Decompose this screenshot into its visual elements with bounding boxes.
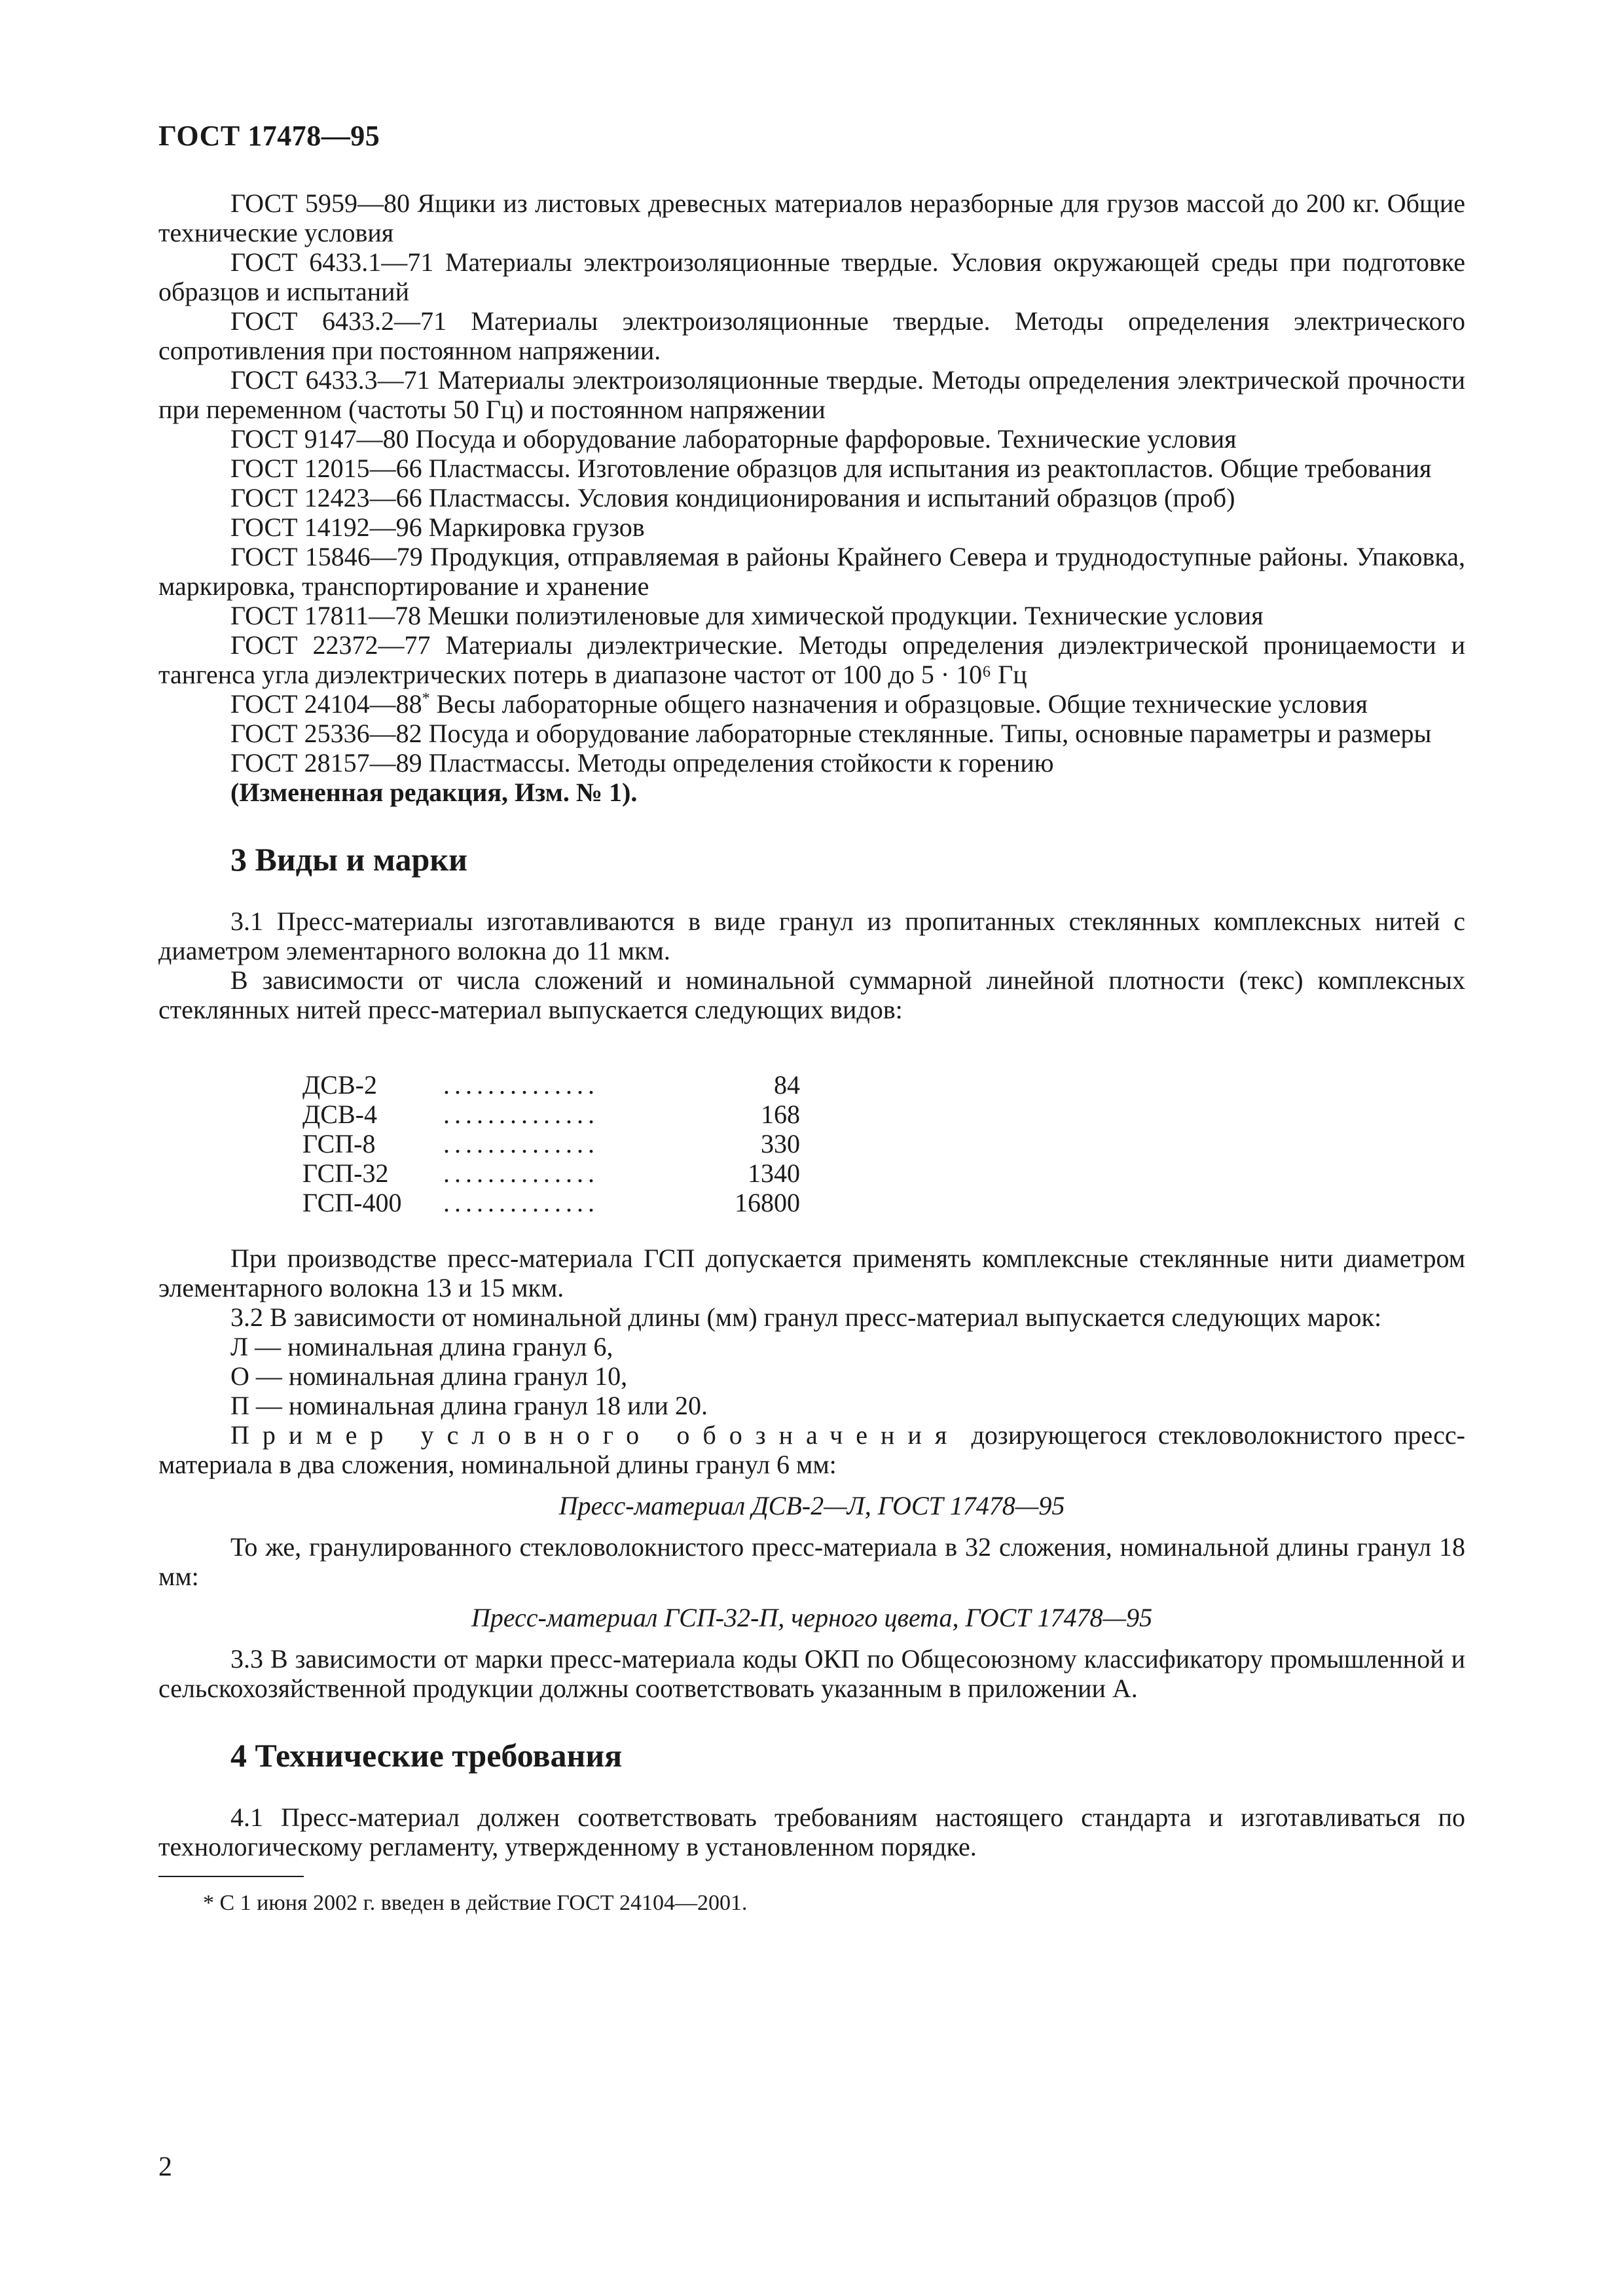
grade-row	[302, 1070, 800, 1100]
grade-row	[302, 1100, 800, 1129]
paragraph-3-1: 3.1 Пресс-материалы изготавливаются в виде гранул из пропитанных стеклянных комплексных нитей с диаметром элементарного волокна до 11 мкм.	[158, 906, 1465, 965]
paragraph-same: То же, гранулированного стекловолокнистого пресс-материала в 32 сложения, номинальной длины гранул 18 мм:	[158, 1532, 1465, 1591]
grade-value: 84	[774, 1070, 800, 1100]
grade-name: ДСВ-4	[302, 1100, 377, 1129]
grade-name: ГСП-32	[302, 1158, 389, 1188]
grade-value: 1340	[748, 1158, 800, 1188]
example-label: Пример условного обозначения	[230, 1420, 960, 1450]
mark-item: О — номинальная длина гранул 10,	[230, 1361, 628, 1391]
grade-row	[302, 1158, 800, 1188]
section-3-heading: 3 Виды и марки	[230, 841, 467, 878]
reference-item: ГОСТ 15846—79 Продукция, отправляемая в районы Крайнего Севера и труднодоступные районы. Упаковка, маркировка, транспортирование и хранение	[158, 542, 1465, 601]
reference-item: ГОСТ 12015—66 Пластмассы. Изготовление образцов для испытания из реактопластов. Общие требования	[230, 454, 1432, 483]
grade-name: ГСП-400	[302, 1188, 402, 1217]
footnote: * С 1 июня 2002 г. введен в действие ГОСТ 24104—2001.	[203, 1891, 748, 1915]
reference-item: ГОСТ 6433.1—71 Материалы электроизоляционные твердые. Условия окружающей среды при подготовке образцов и испытаний	[158, 247, 1465, 306]
footnote-divider	[158, 1876, 304, 1877]
paragraph-gsp: При производстве пресс-материала ГСП допускается применять комплексные стеклянные нити диаметром элементарного волокна 13 и 15 мкм.	[158, 1244, 1465, 1302]
example-description: дозирующегося стекловолокнистого пресс-материала в два сложения, номинальной длины гранул 6 мм:	[158, 1420, 1465, 1479]
leader-dots: ..............	[443, 1070, 599, 1100]
grade-name: ДСВ-2	[302, 1070, 377, 1100]
reference-item: ГОСТ 17811—78 Мешки полиэтиленовые для химической продукции. Технические условия	[230, 601, 1264, 630]
reference-item: ГОСТ 5959—80 Ящики из листовых древесных материалов неразборные для грузов массой до 200 кг. Общие технические условия	[158, 188, 1465, 247]
example-paragraph	[158, 1420, 1465, 1479]
leader-dots: ..............	[443, 1188, 599, 1217]
reference-item: ГОСТ 28157—89 Пластмассы. Методы определения стойкости к горению	[230, 748, 1054, 778]
reference-title: Весы лабораторные общего назначения и образцовые. Общие технические условия	[429, 689, 1368, 719]
grade-list	[302, 1070, 800, 1217]
mark-item: П — номинальная длина гранул 18 или 20.	[230, 1391, 708, 1420]
mark-item: Л — номинальная длина гранул 6,	[230, 1332, 613, 1361]
reference-item: ГОСТ 6433.2—71 Материалы электроизоляционные твердые. Методы определения электрического сопротивления при постоянном напряжении.	[158, 306, 1465, 365]
document-body	[158, 188, 1465, 1916]
footnote-mark: *	[422, 690, 430, 708]
paragraph-3-1-types: В зависимости от числа сложений и номинальной суммарной линейной плотности (текс) комплексных стеклянных нитей пресс-материал выпускается следующих видов:	[158, 965, 1465, 1024]
grade-value: 330	[761, 1129, 800, 1158]
reference-item: ГОСТ 9147—80 Посуда и оборудование лабораторные фарфоровые. Технические условия	[230, 424, 1237, 454]
section-4-heading: 4 Технические требования	[230, 1737, 623, 1774]
reference-item: ГОСТ 12423—66 Пластмассы. Условия кондиционирования и испытаний образцов (проб)	[230, 483, 1235, 512]
example-designation-2: Пресс-материал ГСП-32-П, черного цвета, ГОСТ 17478—95	[471, 1603, 1153, 1632]
grade-value: 168	[761, 1100, 800, 1129]
reference-item: ГОСТ 6433.3—71 Материалы электроизоляционные твердые. Методы определения электрической прочности при переменном (частоты 50 Гц) и постоянном напряжении	[158, 365, 1465, 424]
document-header: ГОСТ 17478—95	[158, 120, 380, 152]
paragraph-3-2: 3.2 В зависимости от номинальной длины (мм) гранул пресс-материал выпускается следующих марок:	[230, 1302, 1382, 1332]
leader-dots: ..............	[443, 1129, 599, 1158]
paragraph-3-3: 3.3 В зависимости от марки пресс-материала коды ОКП по Общесоюзному классификатору промышленной и сельскохозяйственной продукции должны соответствовать указанным в приложении А.	[158, 1644, 1465, 1703]
grade-value: 16800	[735, 1188, 800, 1217]
example-designation-1: Пресс-материал ДСВ-2—Л, ГОСТ 17478—95	[558, 1491, 1065, 1520]
grade-row	[302, 1129, 800, 1158]
page-number: 2	[158, 2152, 172, 2182]
paragraph-4-1: 4.1 Пресс-материал должен соответствовать требованиям настоящего стандарта и изготавливаться по технологическому регламенту, утвержденному в установленном порядке.	[158, 1803, 1465, 1861]
reference-item: ГОСТ 14192—96 Маркировка грузов	[230, 512, 645, 542]
reference-item-24104	[158, 689, 1465, 719]
amendment-note: (Измененная редакция, Изм. № 1).	[230, 778, 638, 807]
reference-item: ГОСТ 22372—77 Материалы диэлектрические. Методы определения диэлектрической проницаемости и тангенса угла диэлектрических потерь в диапазоне частот от 100 до 5 · 10⁶ Гц	[158, 630, 1465, 689]
leader-dots: ..............	[443, 1100, 599, 1129]
reference-code: ГОСТ 24104—88	[230, 689, 422, 719]
grade-name: ГСП-8	[302, 1129, 376, 1158]
leader-dots: ..............	[443, 1158, 599, 1188]
reference-item: ГОСТ 25336—82 Посуда и оборудование лабораторные стеклянные. Типы, основные параметры и размеры	[230, 719, 1432, 748]
grade-row	[302, 1188, 800, 1217]
